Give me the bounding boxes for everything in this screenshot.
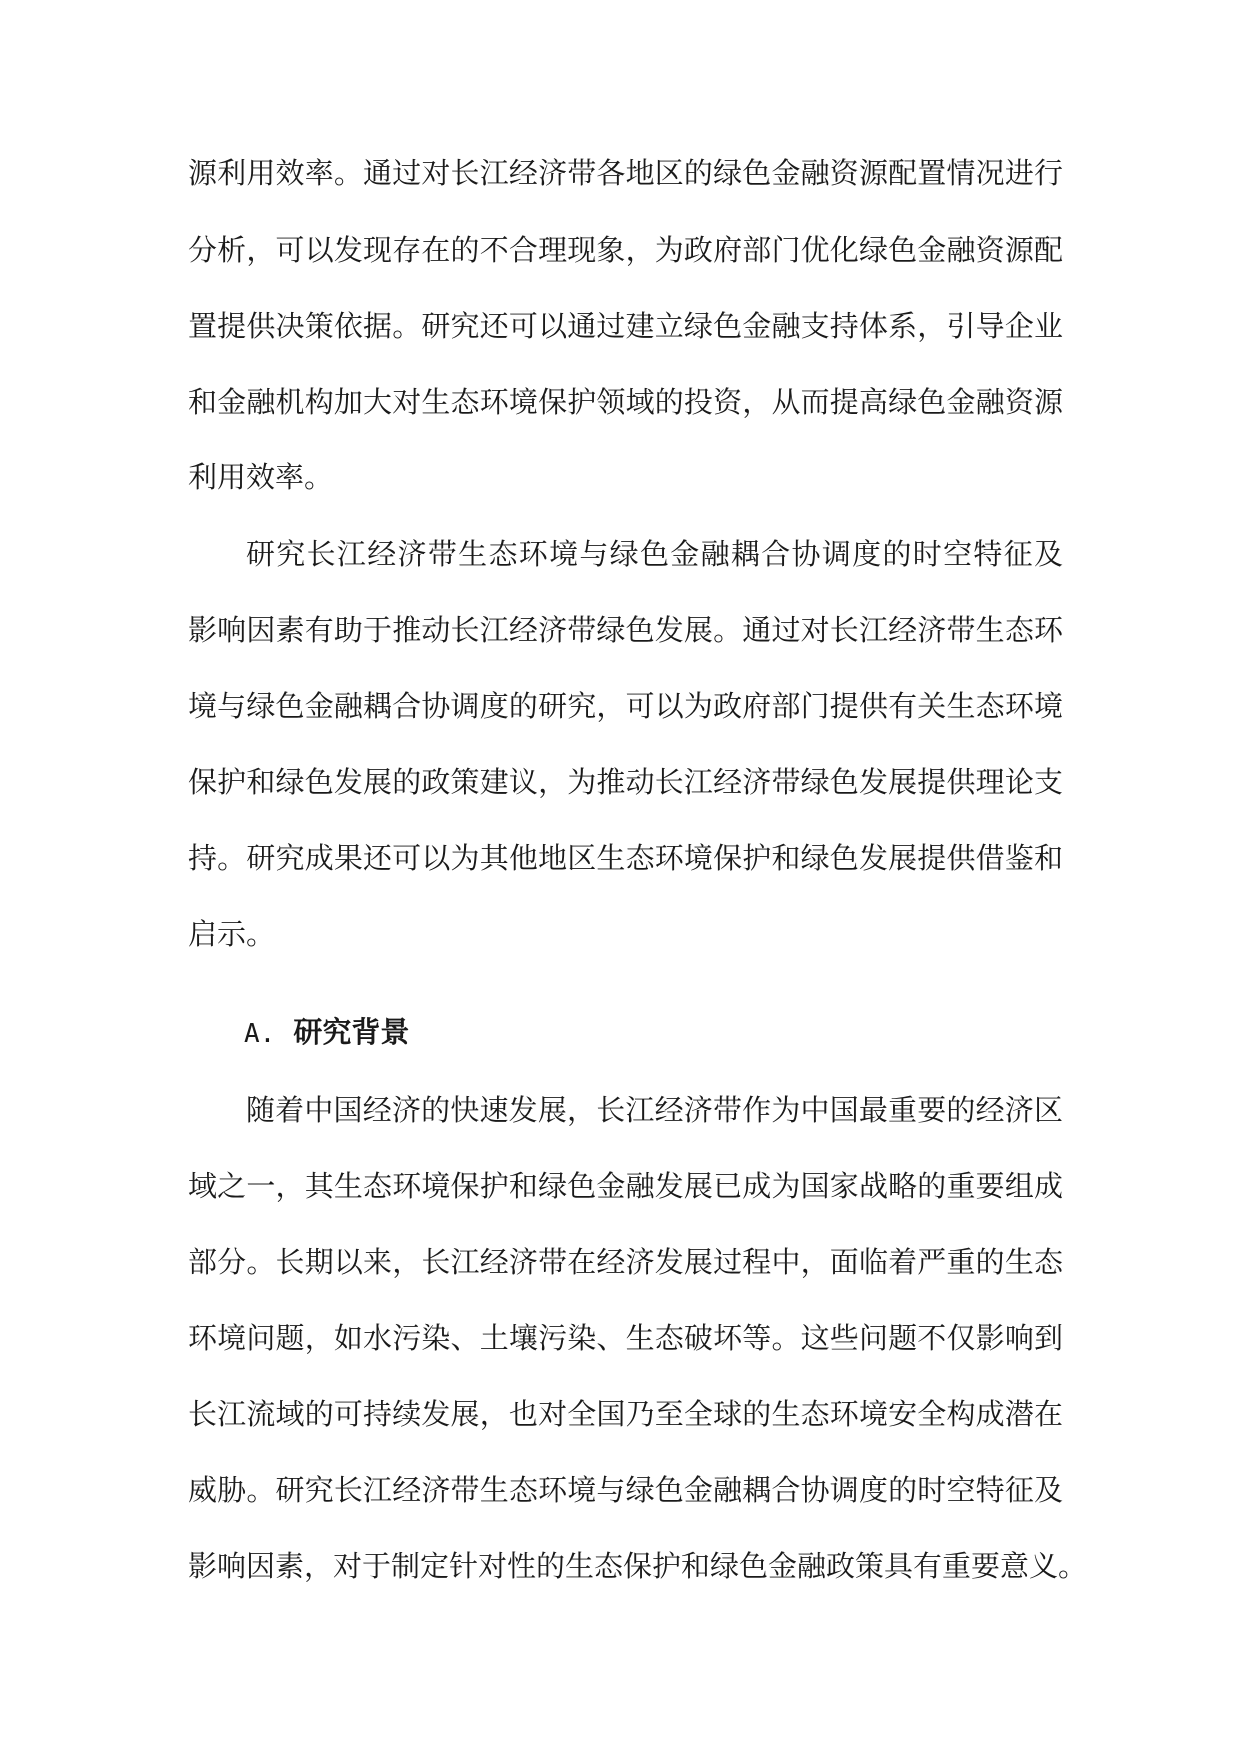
section-number: A. xyxy=(244,1019,276,1049)
paragraph3-line-3: 部分。长期以来，长江经济带在经济发展过程中，面临着严重的生态 xyxy=(188,1245,1063,1279)
paragraph3-line-5: 长江流域的可持续发展，也对全国乃至全球的生态环境安全构成潜在 xyxy=(188,1397,1063,1431)
paragraph2-line-2: 影响因素有助于推动长江经济带绿色发展。通过对长江经济带生态环 xyxy=(188,613,1063,647)
section-heading xyxy=(244,1012,409,1052)
paragraph2-line-3: 境与绿色金融耦合协调度的研究，可以为政府部门提供有关生态环境 xyxy=(188,689,1063,723)
paragraph3-line-6: 威胁。研究长江经济带生态环境与绿色金融耦合协调度的时空特征及 xyxy=(188,1473,1063,1507)
paragraph3-line-4: 环境问题，如水污染、土壤污染、生态破坏等。这些问题不仅影响到 xyxy=(188,1321,1063,1355)
paragraph1-line-3: 置提供决策依据。研究还可以通过建立绿色金融支持体系，引导企业 xyxy=(188,309,1063,343)
paragraph1-line-2: 分析，可以发现存在的不合理现象，为政府部门优化绿色金融资源配 xyxy=(188,233,1063,267)
paragraph1-line-4: 和金融机构加大对生态环境保护领域的投资，从而提高绿色金融资源 xyxy=(188,385,1063,419)
paragraph3-line-1: 随着中国经济的快速发展，长江经济带作为中国最重要的经济区 xyxy=(246,1093,1063,1127)
paragraph2-line-4: 保护和绿色发展的政策建议，为推动长江经济带绿色发展提供理论支 xyxy=(188,765,1063,799)
paragraph1-line-1: 源利用效率。通过对长江经济带各地区的绿色金融资源配置情况进行 xyxy=(188,156,1063,190)
paragraph1-line-5: 利用效率。 xyxy=(188,460,334,494)
paragraph3-line-7: 影响因素，对于制定针对性的生态保护和绿色金融政策具有重要意义。 xyxy=(188,1549,1088,1583)
section-title: 研究背景 xyxy=(293,1015,410,1049)
paragraph3-line-2: 域之一，其生态环境保护和绿色金融发展已成为国家战略的重要组成 xyxy=(188,1169,1063,1203)
paragraph2-line-1: 研究长江经济带生态环境与绿色金融耦合协调度的时空特征及 xyxy=(246,537,1063,571)
paragraph2-line-6: 启示。 xyxy=(188,917,276,951)
paragraph2-line-5: 持。研究成果还可以为其他地区生态环境保护和绿色发展提供借鉴和 xyxy=(188,841,1063,875)
